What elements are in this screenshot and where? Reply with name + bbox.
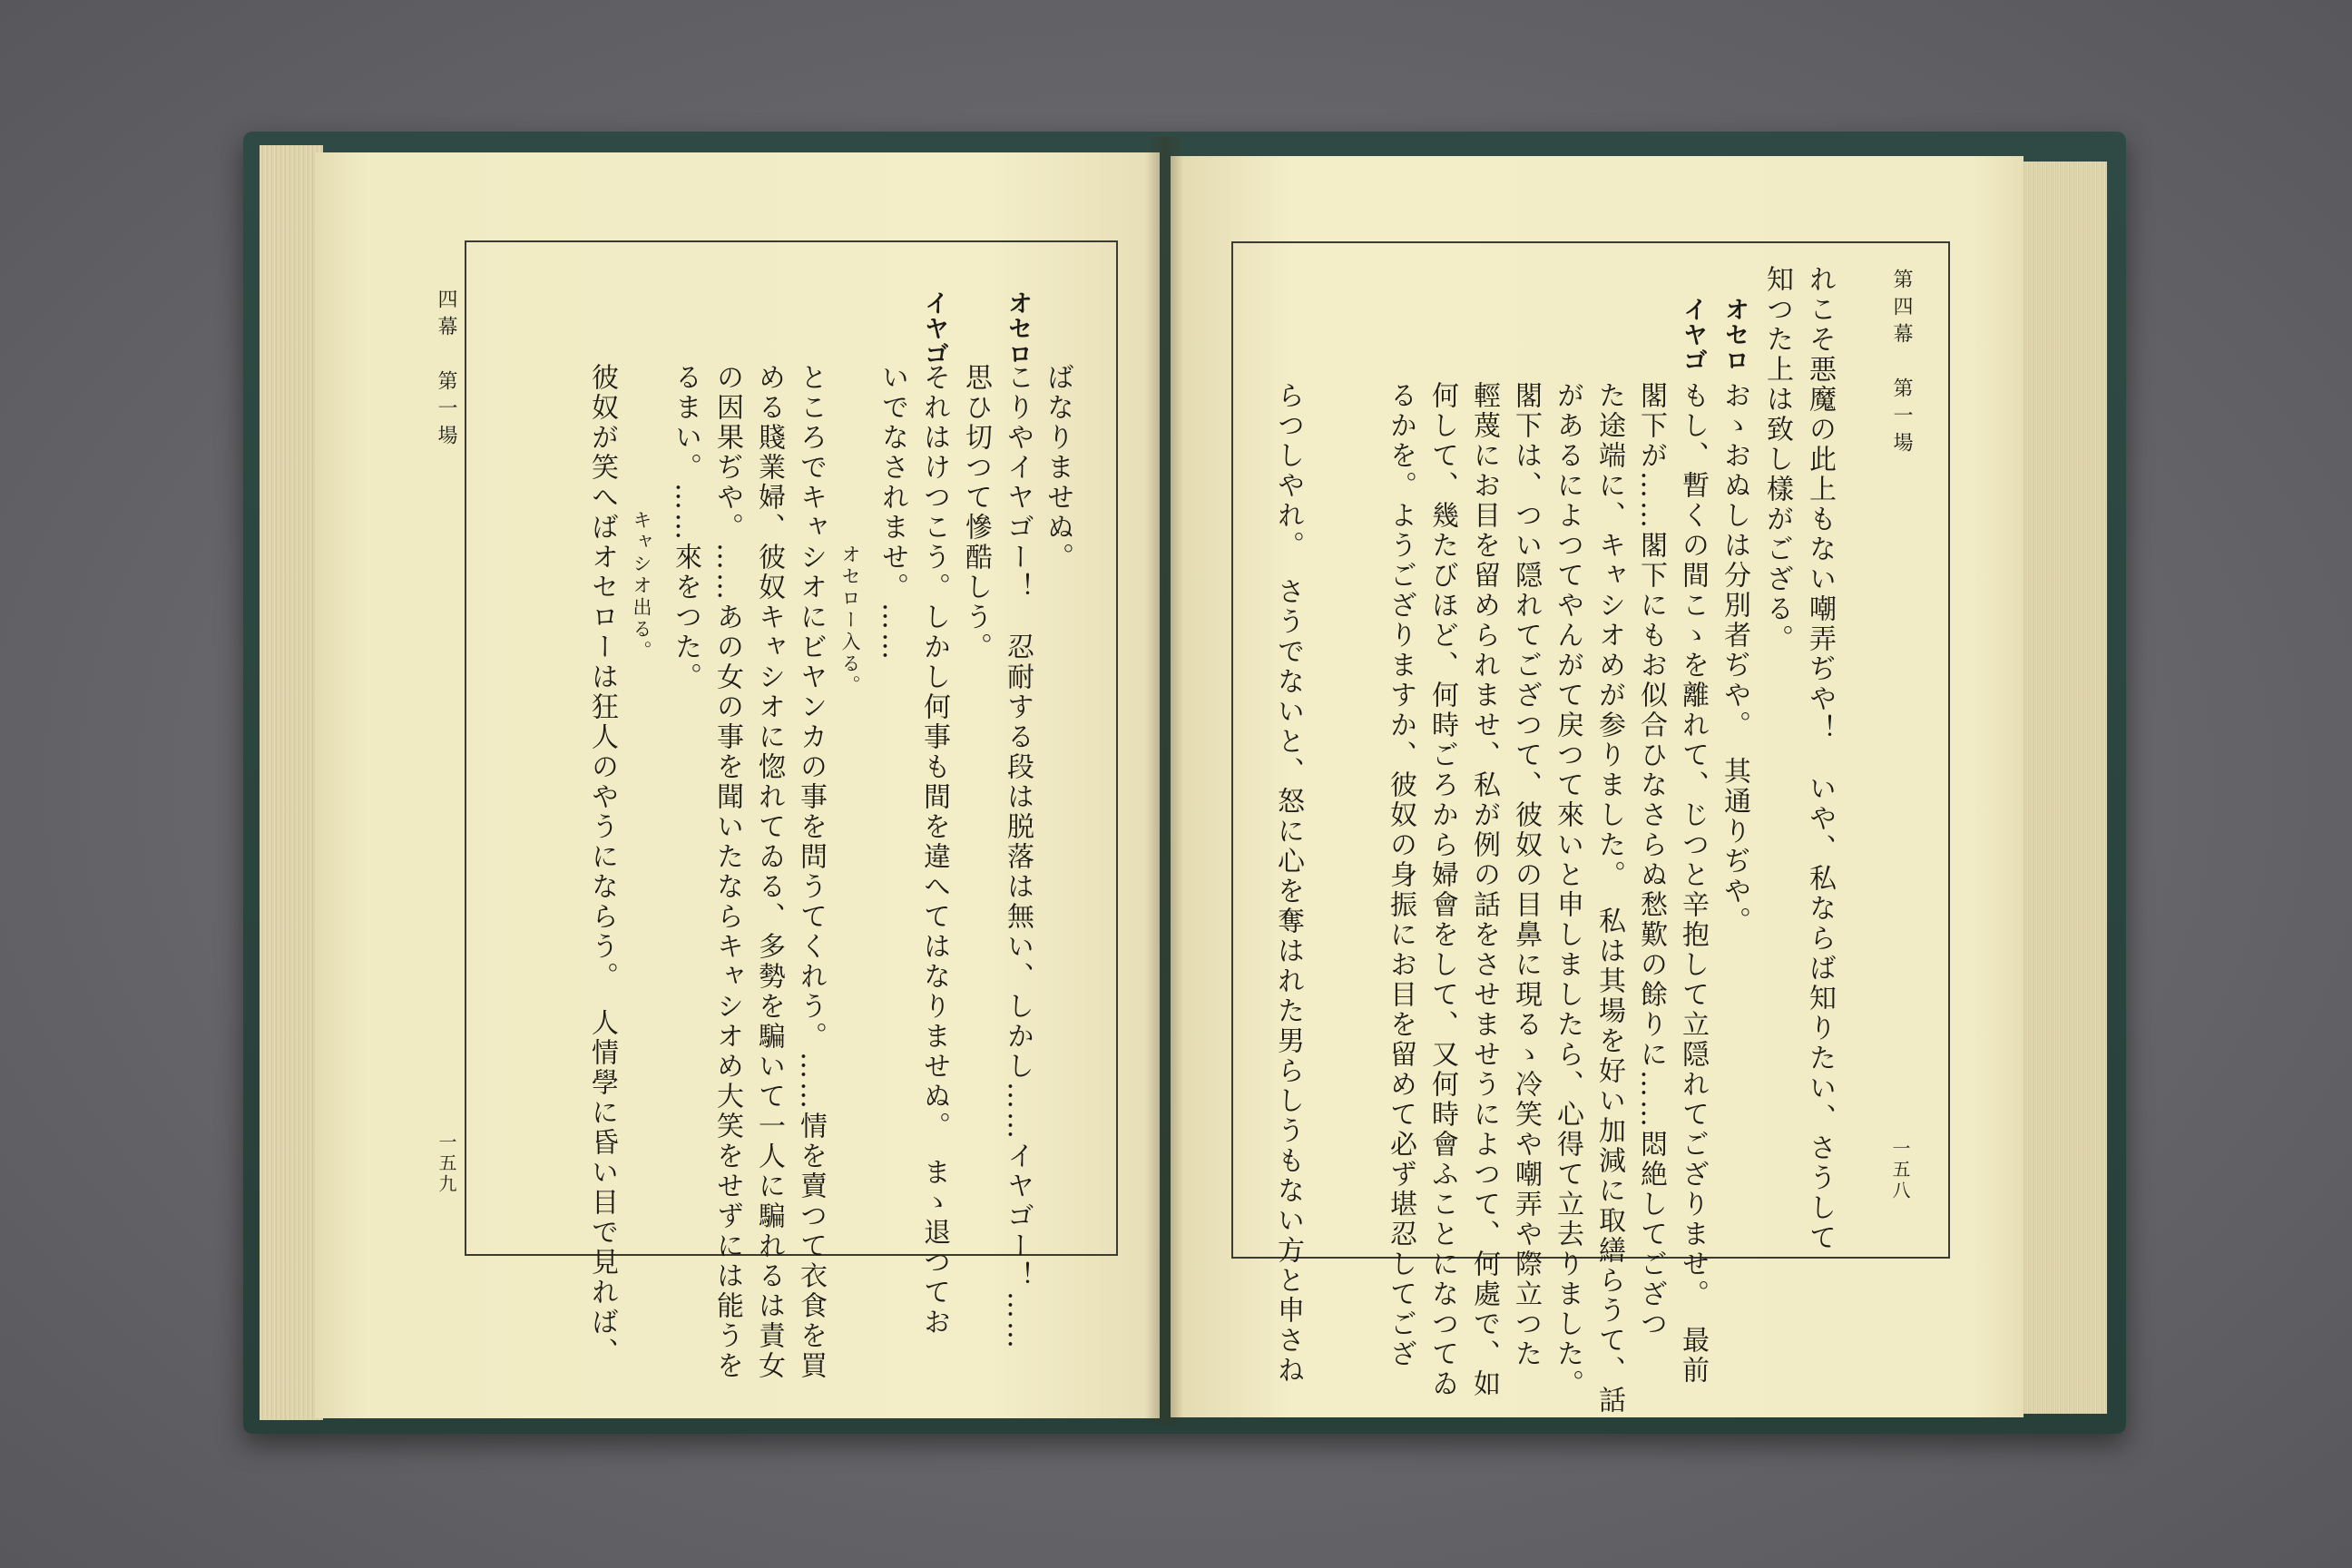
right-line-6: た途端に、キャシオめが参りました。 私は其場を好い加減に取繕らうて、話 <box>1593 381 1625 1416</box>
right-line-3: おゝおぬしは分別者ぢや。 其通りぢや。 <box>1719 381 1750 936</box>
left-line-3: 思ひ切つて慘酷しう。 <box>960 363 992 662</box>
right-line-4: もし、暫くの間こゝを離れて、じつと辛抱して立隠れてござりませ。 最前 <box>1677 381 1709 1386</box>
left-speaker-iago: イヤゴ <box>920 290 948 367</box>
left-line-2: こりやイヤゴー！ 忍耐する段は脱落は無い、しかし……イヤゴー！…… <box>1002 363 1034 1351</box>
left-line-6: ところでキャシオにビヤンカの事を問うてくれう。……情を賣つて衣食を買 <box>795 363 827 1381</box>
right-line-2: 知つた上は致し樣がござる。 <box>1761 265 1793 654</box>
right-page-number: 一五八 <box>1889 1139 1911 1201</box>
left-running-head: 四幕 第一場 <box>435 289 457 452</box>
left-line-4: それはけつこう。しかし何事も間を違へてはなりませぬ。 まゝ退つてお <box>918 363 950 1338</box>
left-line-5: いでなされませ。…… <box>877 363 908 662</box>
left-line-9: るまい。……來をつた。 <box>670 363 701 692</box>
left-speaker-othello: オセロ <box>1004 290 1032 367</box>
right-line-1: れこそ悪魔の此上もない嘲弄ぢや！ いや、私ならば知りたい、さうして <box>1804 265 1836 1253</box>
right-speaker-iago: イヤゴ <box>1679 297 1707 373</box>
left-page-number: 一五九 <box>436 1132 457 1195</box>
right-text-frame <box>1231 241 1950 1259</box>
right-line-11: るかを。ようござりますか、彼奴の身振にお目を留めて必ず堪忍してござ <box>1385 381 1416 1369</box>
page-edges-right <box>2024 162 2107 1414</box>
left-line-8: の因果ぢや。……あの女の事を聞いたならキャシオめ大笑をせずには能うを <box>711 363 743 1381</box>
right-running-head: 第四幕 第一場 <box>1890 269 1913 459</box>
right-line-10: 何して、幾たびほど、何時ごろから婦會をして、又何時會ふことになつてゐ <box>1426 381 1458 1399</box>
right-line-5: 閣下が……閣下にもお似合ひなさらぬ愁歎の餘りに……悶絶してござつ <box>1635 381 1667 1339</box>
left-line-10: 彼奴が笑へばオセローは狂人のやうにならう。 人情學に昏い目で見れば、 <box>586 363 618 1367</box>
right-speaker-othello: オセロ <box>1720 297 1749 373</box>
page-edges-left <box>260 145 323 1420</box>
stage-direction-cassio-enters: キャシオ出る。 <box>631 510 652 662</box>
right-line-12: らつしやれ。 さうでないと、怒に心を奪はれた男らしうもない方と申さね <box>1272 381 1304 1386</box>
left-line-7: める賤業婦、彼奴キャシオに惚れてゐる、多勢を騙いて一人に騙れるは責女 <box>753 363 785 1381</box>
right-line-8: 閣下は、つい隠れてござつて、彼奴の目鼻に現るゝ冷笑や嘲弄や際立つた <box>1510 381 1542 1369</box>
right-line-9: 輕蔑にお目を留められませ、私が例の話をさせませうによつて、何處で、如 <box>1468 381 1500 1399</box>
book-gutter <box>1145 136 1183 1425</box>
left-line-1: ばなりませぬ。 <box>1042 363 1073 573</box>
stage-direction-othello-enters: オセロー入る。 <box>839 544 861 697</box>
right-line-7: があるによつてやんがて戻つて來いと申しましたら、心得て立去りました。 <box>1552 381 1583 1399</box>
